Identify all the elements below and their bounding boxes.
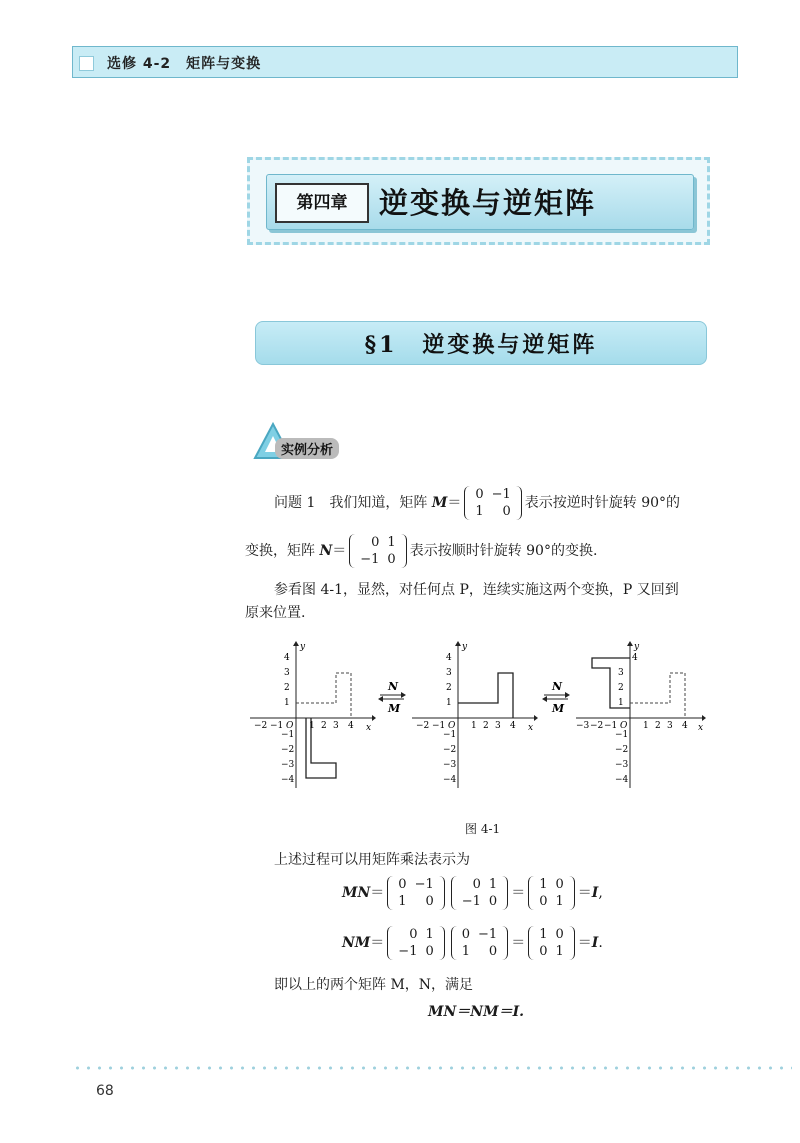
- dashed-original-shape: [630, 673, 685, 718]
- tick-label: −1: [443, 730, 457, 740]
- section-title: §1 逆变换与逆矩阵: [364, 332, 598, 358]
- tick-label: 2: [483, 721, 489, 731]
- transform-arrow-1: [378, 680, 408, 720]
- tick-label: −3: [443, 760, 457, 770]
- tick-label: 3: [446, 668, 452, 678]
- footer-dotted-rule: [72, 1066, 792, 1070]
- figure-plot-2: [410, 640, 538, 790]
- example-tag: [245, 418, 353, 462]
- matrix-cell: −1: [414, 877, 434, 892]
- arrow-top-label: N: [388, 680, 399, 693]
- matrix-cell: 0: [461, 927, 471, 942]
- matrix-cell: 0: [425, 894, 434, 909]
- arrow-bottom-label: M: [552, 702, 565, 715]
- matrix-M: [464, 486, 521, 520]
- original-shape: [458, 673, 513, 718]
- tick-label: 1: [643, 721, 649, 731]
- matrix-cell: 0: [488, 944, 498, 959]
- matrix-N-cell: 1: [387, 535, 396, 550]
- matrix-cell: 0: [488, 894, 498, 909]
- conclusion-line: 即以上的两个矩阵 M，N，满足: [274, 977, 474, 993]
- tick-label: −2: [443, 745, 457, 755]
- example-tag-label: 实例分析: [275, 438, 339, 459]
- matrix-N: [349, 534, 406, 568]
- tick-label: 1: [446, 698, 452, 708]
- tick-label: −2: [281, 745, 295, 755]
- matrix-cell: 1: [461, 944, 471, 959]
- eq1-lhs: MN: [342, 885, 371, 901]
- header-square-icon: [79, 56, 94, 71]
- eq2-lhs: NM: [342, 935, 371, 951]
- transform-arrow-2: [542, 680, 572, 720]
- matrix-cell: −1: [461, 894, 481, 909]
- eq-matrix: [451, 926, 508, 960]
- problem-intro: 问题 1 我们知道，矩阵: [274, 495, 428, 511]
- dashed-original-shape: [296, 673, 351, 718]
- matrix-cell: 1: [425, 927, 434, 942]
- origin-label: O: [448, 721, 456, 731]
- tick-label: 1: [471, 721, 477, 731]
- tick-label: −3: [615, 760, 629, 770]
- matrix-cell: −1: [478, 927, 498, 942]
- axis-y-label: y: [634, 642, 640, 652]
- tick-label: 3: [618, 668, 624, 678]
- tick-label: −2: [590, 721, 604, 731]
- matrix-N-label: N: [319, 543, 333, 559]
- tick-label: 4: [348, 721, 354, 731]
- identity-label: I: [591, 885, 599, 901]
- tick-label: 1: [618, 698, 624, 708]
- matrix-cell: 0: [398, 877, 407, 892]
- figure-caption: 图 4-1: [465, 822, 501, 836]
- matrix-N-cell: −1: [360, 552, 380, 567]
- tick-label: 3: [284, 668, 290, 678]
- tick-label: 1: [309, 721, 315, 731]
- tick-label: 2: [321, 721, 327, 731]
- tick-label: 2: [618, 683, 624, 693]
- matrix-cell: 0: [425, 944, 434, 959]
- tick-label: 1: [284, 698, 290, 708]
- axis-x-label: x: [698, 723, 704, 733]
- matrix-cell: 1: [488, 877, 498, 892]
- matrix-M-cell: 0: [502, 504, 511, 519]
- section-banner: [255, 321, 707, 365]
- matrix-N-cell: 0: [371, 535, 380, 550]
- tick-label: 2: [655, 721, 661, 731]
- paragraph-2-line-2: 原来位置.: [245, 605, 306, 621]
- matrix-cell: 0: [472, 877, 481, 892]
- problem-line-2: 变换，矩阵 N＝ 0 1 −1 0 表示按顺时针旋转 90°的变换.: [245, 535, 598, 567]
- axis-y-label: y: [300, 642, 306, 652]
- matrix-cell: −1: [398, 944, 418, 959]
- final-equation: MN＝NM＝I.: [428, 1004, 525, 1020]
- matrix-N-desc: 表示按顺时针旋转 90°的变换.: [409, 543, 598, 559]
- tick-label: 4: [284, 653, 290, 663]
- tick-label: −2: [254, 721, 268, 731]
- figure-plot-3: [574, 640, 708, 790]
- tick-label: −1: [432, 721, 446, 731]
- axis-x-label: x: [366, 723, 372, 733]
- arrow-bottom-label: M: [388, 702, 401, 715]
- tick-label: 4: [632, 653, 638, 663]
- origin-label: O: [286, 721, 294, 731]
- chapter-label: 第四章: [275, 183, 369, 223]
- problem-line2-start: 变换，矩阵: [245, 543, 315, 559]
- tick-label: 2: [284, 683, 290, 693]
- matrix-M-desc: 表示按逆时针旋转 90°的: [524, 495, 681, 511]
- origin-label: O: [620, 721, 628, 731]
- matrix-M-cell: 0: [475, 487, 484, 502]
- tick-label: −3: [281, 760, 295, 770]
- matrix-cell: 0: [409, 927, 418, 942]
- equation-2: NM＝ 0 1 −1 0 0 −1 1 0 ＝ 1 0 0 1 ＝I.: [342, 927, 603, 959]
- tick-label: −3: [576, 721, 590, 731]
- identity-matrix: 1 0 0 1: [528, 876, 575, 910]
- axis-y-label: y: [462, 642, 468, 652]
- tick-label: 2: [446, 683, 452, 693]
- arrow-top-label: N: [552, 680, 563, 693]
- tick-label: −4: [615, 775, 629, 785]
- chapter-title: 逆变换与逆矩阵: [379, 186, 597, 220]
- tick-label: 4: [510, 721, 516, 731]
- problem-line-1: 问题 1 我们知道，矩阵 M＝ 0 −1 1 0 表示按逆时针旋转 90°的: [274, 487, 681, 519]
- matrix-M-cell: 1: [475, 504, 484, 519]
- figure-plot-1: [248, 640, 376, 790]
- tick-label: −1: [615, 730, 629, 740]
- tick-label: 4: [682, 721, 688, 731]
- eq-matrix: [451, 876, 508, 910]
- tick-label: 3: [495, 721, 501, 731]
- identity-matrix: 1 0 0 1: [528, 926, 575, 960]
- rotated-shape: [592, 658, 630, 708]
- paragraph-2-line-1: 参看图 4-1，显然，对任何点 P，连续实施这两个变换，P 又回到: [274, 582, 679, 598]
- header-text: 选修 4-2 矩阵与变换: [107, 56, 262, 72]
- identity-label: I: [591, 935, 599, 951]
- eq-matrix: [387, 876, 444, 910]
- tick-label: 3: [667, 721, 673, 731]
- matrix-M-label: M: [431, 495, 448, 511]
- matrix-cell: 1: [398, 894, 407, 909]
- equation-1: MN＝ 0 −1 1 0 0 1 −1 0 ＝ 1 0 0 1 ＝I,: [342, 877, 603, 909]
- tick-label: −1: [604, 721, 618, 731]
- tick-label: −1: [270, 721, 284, 731]
- chapter-inner: [266, 174, 694, 230]
- matrix-M-cell: −1: [491, 487, 511, 502]
- matrix-N-cell: 0: [387, 552, 396, 567]
- tick-label: 4: [446, 653, 452, 663]
- eq-matrix: [387, 926, 444, 960]
- axis-x-label: x: [528, 723, 534, 733]
- tick-label: −4: [443, 775, 457, 785]
- tick-label: −2: [416, 721, 430, 731]
- chapter-banner: [247, 157, 710, 245]
- tick-label: −2: [615, 745, 629, 755]
- tick-label: −1: [281, 730, 295, 740]
- tick-label: 3: [333, 721, 339, 731]
- page-number: 68: [96, 1083, 114, 1099]
- tick-label: −4: [281, 775, 295, 785]
- process-line: 上述过程可以用矩阵乘法表示为: [274, 852, 470, 868]
- running-header: [72, 46, 738, 78]
